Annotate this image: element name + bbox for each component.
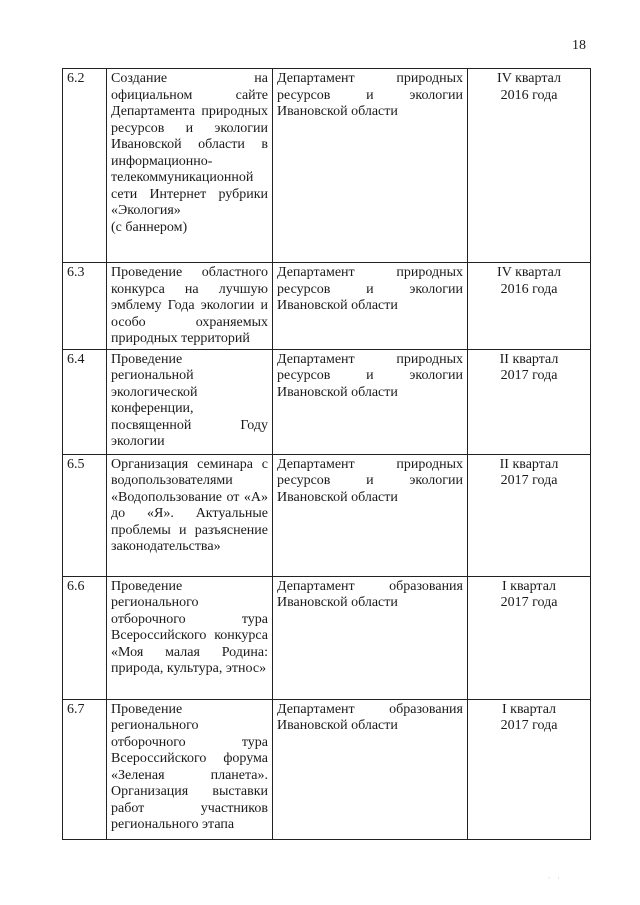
responsible-department: Департамент образования Ивановской области [273, 576, 468, 699]
deadline: II квартал 2017 года [468, 454, 591, 576]
event-description: Проведение регионального отборочного тура Всероссийского конкурса «Моя малая Родина: природа, культура, этнос» [107, 576, 273, 699]
page-number: 18 [572, 38, 586, 53]
event-description: Организация семинара с водопользователями «Водопользование от «А» до «Я». Актуальные проблемы и разъяснение законодательства» [107, 454, 273, 576]
item-number: 6.5 [63, 454, 107, 576]
table-row [63, 454, 591, 576]
responsible-department: Департамент природных ресурсов и экологии Ивановской области [273, 349, 468, 454]
responsible-department: Департамент природных ресурсов и экологии Ивановской области [273, 454, 468, 576]
responsible-department: Департамент природных ресурсов и экологии Ивановской области [273, 263, 468, 350]
responsible-department: Департамент образования Ивановской области [273, 699, 468, 839]
event-description: Создание на официальном сайте Департамента природных ресурсов и экологии Ивановской области в информационно-телекоммуникационной сети Интернет рубрики «Экология» (с баннером) [107, 69, 273, 263]
item-number: 6.7 [63, 699, 107, 839]
deadline: II квартал 2017 года [468, 349, 591, 454]
item-number: 6.2 [63, 69, 107, 263]
table-row [63, 699, 591, 839]
responsible-department: Департамент природных ресурсов и экологии Ивановской области [273, 69, 468, 263]
deadline: IV квартал 2016 года [468, 263, 591, 350]
deadline: I квартал 2017 года [468, 576, 591, 699]
table-row [63, 263, 591, 350]
event-description: Проведение регионального отборочного тура Всероссийского форума «Зеленая планета». Организация выставки работ участников регионального этапа [107, 699, 273, 839]
event-description: Проведение областного конкурса на лучшую эмблему Года экологии и особо охраняемых природных территорий [107, 263, 273, 350]
event-description: Проведение региональной экологической конференции, посвященной Году экологии [107, 349, 273, 454]
item-number: 6.6 [63, 576, 107, 699]
table-row [63, 349, 591, 454]
table-row [63, 576, 591, 699]
item-number: 6.4 [63, 349, 107, 454]
scan-artifact: · · [547, 873, 562, 883]
deadline: IV квартал 2016 года [468, 69, 591, 263]
activities-table [62, 68, 591, 840]
table-row [63, 69, 591, 263]
item-number: 6.3 [63, 263, 107, 350]
deadline: I квартал 2017 года [468, 699, 591, 839]
